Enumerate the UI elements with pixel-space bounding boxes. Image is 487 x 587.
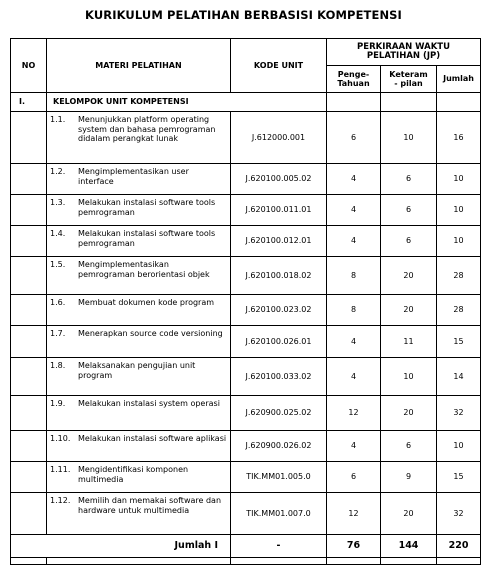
table-row	[11, 326, 481, 358]
materi-cell	[47, 493, 231, 535]
table-row-partial	[11, 558, 481, 565]
table-row	[11, 462, 481, 493]
item-number: 1.7.	[50, 329, 66, 338]
item-number: 1.2.	[50, 167, 66, 176]
kode-unit-cell: J.620100.018.02	[231, 257, 327, 295]
row-no-cell	[11, 358, 47, 396]
materi-text: Mengidentifikasi komponen multimedia	[78, 465, 189, 484]
total-jumlah-cell: 220	[437, 535, 481, 558]
kode-unit-cell: J.620100.012.01	[231, 226, 327, 257]
curriculum-table-wrapper	[10, 38, 480, 565]
header-no: NO	[11, 39, 47, 93]
jumlah-cell: 15	[437, 462, 481, 493]
pengetahuan-cell: 12	[327, 396, 381, 431]
item-number: 1.8.	[50, 361, 66, 370]
jumlah-cell: 28	[437, 257, 481, 295]
jumlah-cell: 15	[437, 326, 481, 358]
total-label: Jumlah I	[11, 535, 231, 558]
header-kode: KODE UNIT	[231, 39, 327, 93]
total-kode-cell: -	[231, 535, 327, 558]
item-number: 1.1.	[50, 115, 66, 124]
pengetahuan-cell: 8	[327, 295, 381, 326]
table-row	[11, 257, 481, 295]
kode-unit-cell: J.620900.025.02	[231, 396, 327, 431]
header-jumlah: Jumlah	[437, 66, 481, 93]
row-no-cell	[11, 462, 47, 493]
jumlah-cell: 10	[437, 195, 481, 226]
materi-cell	[47, 431, 231, 462]
table-row	[11, 431, 481, 462]
total-keterampilan-cell: 144	[381, 535, 437, 558]
row-no-cell	[11, 431, 47, 462]
keterampilan-cell: 20	[381, 396, 437, 431]
item-number: 1.5.	[50, 260, 66, 269]
pengetahuan-cell: 4	[327, 195, 381, 226]
materi-text: Melakukan instalasi software tools pemrograman	[78, 198, 216, 217]
materi-text: Mengimplementasikan pemrograman berorientasi objek	[78, 260, 210, 279]
kode-unit-cell: TIK.MM01.005.0	[231, 462, 327, 493]
pengetahuan-cell: 4	[327, 326, 381, 358]
materi-cell	[47, 326, 231, 358]
pengetahuan-cell: 6	[327, 112, 381, 164]
table-row	[11, 226, 481, 257]
materi-cell	[47, 396, 231, 431]
pengetahuan-cell: 8	[327, 257, 381, 295]
jumlah-cell: 10	[437, 164, 481, 195]
materi-text: Melakukan instalasi system operasi	[78, 399, 220, 408]
table-row	[11, 195, 481, 226]
item-number: 1.9.	[50, 399, 66, 408]
keterampilan-cell: 6	[381, 195, 437, 226]
item-number: 1.10.	[50, 434, 71, 443]
kode-unit-cell: J.620100.011.01	[231, 195, 327, 226]
row-no-cell	[11, 195, 47, 226]
row-no-cell	[11, 112, 47, 164]
row-no-cell	[11, 257, 47, 295]
keterampilan-cell: 6	[381, 164, 437, 195]
materi-cell	[47, 358, 231, 396]
keterampilan-cell: 20	[381, 257, 437, 295]
materi-cell	[47, 257, 231, 295]
jumlah-cell: 10	[437, 431, 481, 462]
keterampilan-cell: 10	[381, 112, 437, 164]
keterampilan-cell: 9	[381, 462, 437, 493]
materi-text: Menunjukkan platform operating system dan bahasa pemrograman didalam perangkat lunak	[78, 115, 216, 143]
materi-cell	[47, 112, 231, 164]
kode-unit-cell: J.612000.001	[231, 112, 327, 164]
kode-unit-cell: J.620100.033.02	[231, 358, 327, 396]
row-no-cell	[11, 326, 47, 358]
materi-cell	[47, 226, 231, 257]
jumlah-cell: 10	[437, 226, 481, 257]
item-number: 1.6.	[50, 298, 66, 307]
row-no-cell	[11, 164, 47, 195]
header-materi: MATERI PELATIHAN	[47, 39, 231, 93]
materi-text: Mengimplementasikan user interface	[78, 167, 189, 186]
materi-cell	[47, 195, 231, 226]
keterampilan-cell: 10	[381, 358, 437, 396]
kode-unit-cell: J.620100.026.01	[231, 326, 327, 358]
section-row	[11, 93, 481, 112]
pengetahuan-cell: 4	[327, 358, 381, 396]
item-number: 1.12.	[50, 496, 71, 505]
curriculum-table	[10, 38, 481, 565]
item-number: 1.3.	[50, 198, 66, 207]
materi-text: Memilih dan memakai software dan hardware untuk multimedia	[78, 496, 222, 515]
materi-text: Melaksanakan pengujian unit program	[78, 361, 196, 380]
section-title: KELOMPOK UNIT KOMPETENSI	[47, 93, 327, 112]
materi-text: Menerapkan source code versioning	[78, 329, 223, 338]
jumlah-cell: 32	[437, 396, 481, 431]
pengetahuan-cell: 12	[327, 493, 381, 535]
pengetahuan-cell: 6	[327, 462, 381, 493]
materi-cell	[47, 164, 231, 195]
materi-cell	[47, 295, 231, 326]
jumlah-cell: 14	[437, 358, 481, 396]
jumlah-cell: 32	[437, 493, 481, 535]
materi-cell	[47, 462, 231, 493]
kode-unit-cell: J.620100.005.02	[231, 164, 327, 195]
row-no-cell	[11, 295, 47, 326]
materi-text: Melakukan instalasi software tools pemrograman	[78, 229, 216, 248]
header-keterampilan: Keteram - pilan	[381, 66, 437, 93]
materi-text: Membuat dokumen kode program	[78, 298, 215, 307]
row-no-cell	[11, 396, 47, 431]
table-row	[11, 396, 481, 431]
keterampilan-cell: 20	[381, 295, 437, 326]
page-title: KURIKULUM PELATIHAN BERBASISI KOMPETENSI	[85, 8, 402, 22]
table-row	[11, 295, 481, 326]
kode-unit-cell: TIK.MM01.007.0	[231, 493, 327, 535]
jumlah-cell: 28	[437, 295, 481, 326]
table-row	[11, 358, 481, 396]
keterampilan-cell: 6	[381, 226, 437, 257]
jumlah-cell: 16	[437, 112, 481, 164]
table-row	[11, 164, 481, 195]
table-row	[11, 112, 481, 164]
item-number: 1.11.	[50, 465, 71, 474]
pengetahuan-cell: 4	[327, 431, 381, 462]
kode-unit-cell: J.620900.026.02	[231, 431, 327, 462]
header-waktu: PERKIRAAN WAKTU PELATIHAN (JP)	[327, 39, 481, 66]
table-row	[11, 493, 481, 535]
materi-text: Melakukan instalasi software aplikasi	[78, 434, 227, 443]
total-row	[11, 535, 481, 558]
row-no-cell	[11, 493, 47, 535]
kode-unit-cell: J.620100.023.02	[231, 295, 327, 326]
keterampilan-cell: 20	[381, 493, 437, 535]
section-no: I.	[11, 93, 47, 112]
pengetahuan-cell: 4	[327, 226, 381, 257]
keterampilan-cell: 11	[381, 326, 437, 358]
row-no-cell	[11, 226, 47, 257]
header-pengetahuan: Penge-Tahuan	[327, 66, 381, 93]
total-pengetahuan-cell: 76	[327, 535, 381, 558]
item-number: 1.4.	[50, 229, 66, 238]
keterampilan-cell: 6	[381, 431, 437, 462]
pengetahuan-cell: 4	[327, 164, 381, 195]
